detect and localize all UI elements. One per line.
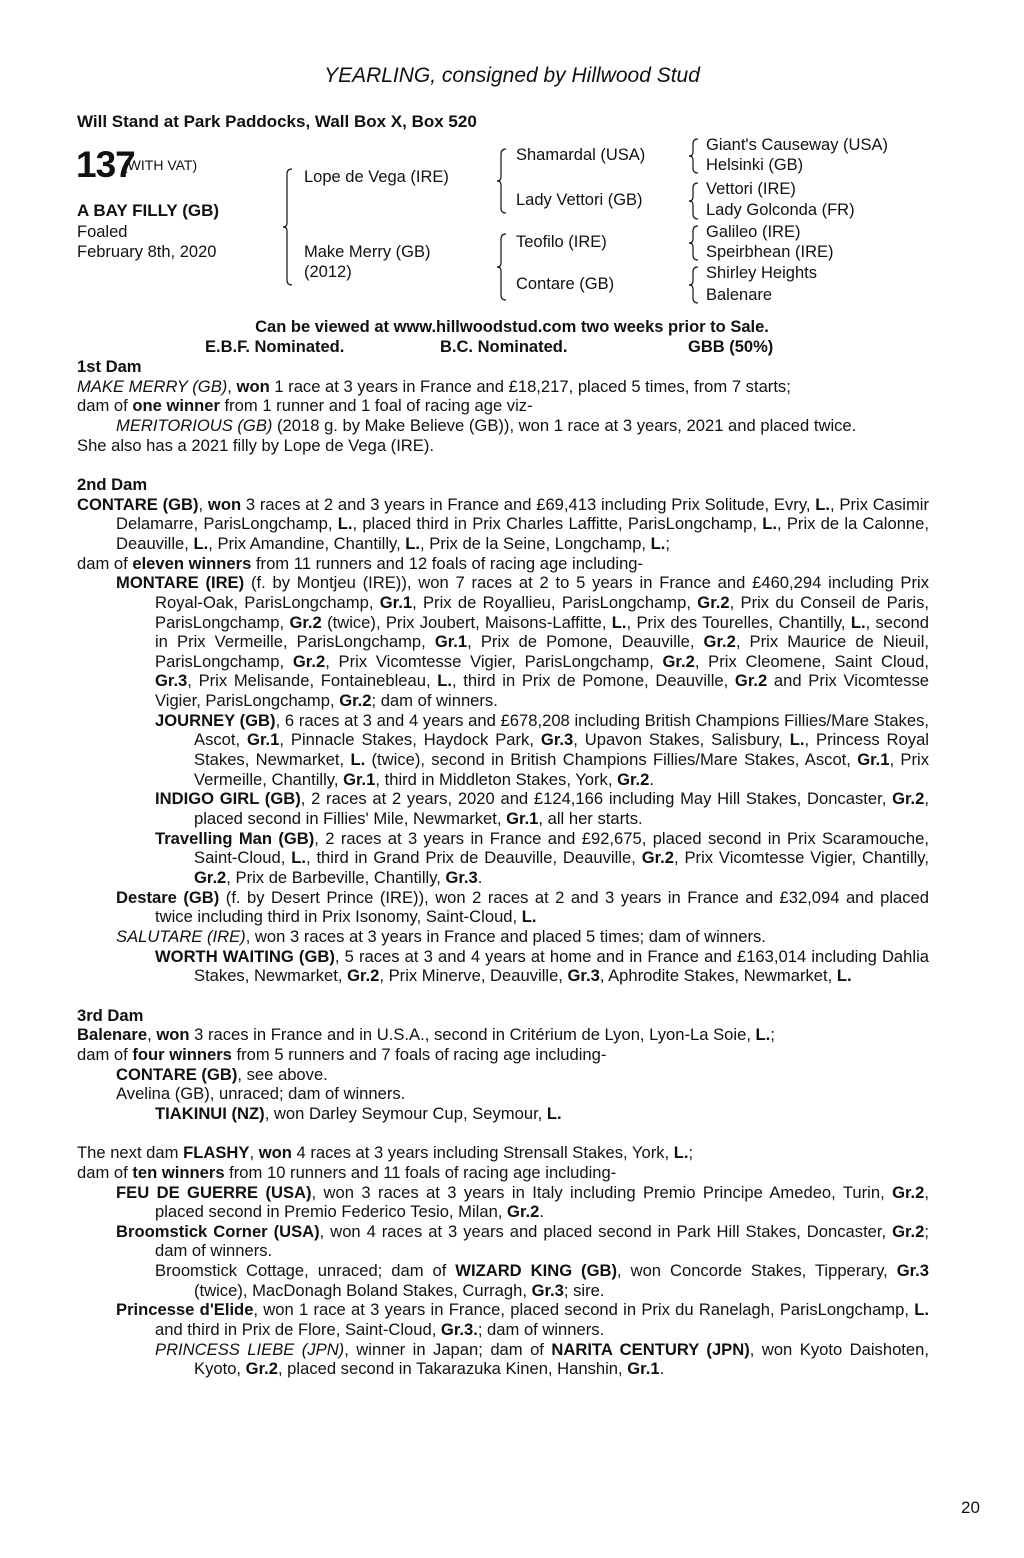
pedigree-paragraph [77,1143,929,1163]
text: , placed second in Fillies' Mile, Newmarket, [194,789,929,829]
text: 3 races at 2 and 3 years in France and £69,413 including Prix Solitude, Evry, [241,494,816,514]
bold-text: L. [546,1103,562,1123]
pedigree-gen3: Lady Golconda (FR) [706,201,855,219]
brace-icon [496,233,508,301]
text: , 2 races at 3 years in France and £92,675, placed second in Prix Scaramouche, Saint-Cloud, [194,828,929,868]
bold-text: Gr.2 [641,848,674,868]
bold-text: Gr.3 [896,1261,929,1281]
bold-text: won [207,494,242,514]
bold-text: L. [914,1300,929,1320]
bold-text: CONTARE (GB) [77,494,199,514]
bold-text: Gr.3 [567,966,600,986]
bold-text: Gr.2 [892,789,925,809]
pedigree-sire: Lope de Vega (IRE) [304,168,449,186]
bold-text: L. [291,848,306,868]
text: , won 3 races at 3 years in Italy including Premio Principe Amedeo, Turin, [311,1182,893,1202]
text: , Prix Vicomtesse Vigier, ParisLongchamp, [325,651,663,671]
text: (twice), second in British Champions Fillies/Mare Stakes, Ascot, [365,750,858,770]
brace-icon [688,182,700,220]
text: , won 1 race at 3 years in France, placed second in Prix du Ranelagh, ParisLongchamp, [253,1300,915,1320]
brace-icon [688,225,700,261]
text: Broomstick Cottage, unraced; dam of [155,1261,456,1281]
pedigree-paragraph [77,927,929,947]
bold-text: Gr.1 [857,750,890,770]
pedigree-paragraph [77,1183,929,1222]
text: , winner in Japan; dam of [344,1339,552,1359]
text: dam of [77,396,133,416]
pedigree-paragraph [77,1084,929,1104]
section-heading: 1st Dam [77,357,142,376]
text: , Prix Casimir Delamarre, ParisLongchamp, [116,494,929,534]
brace-icon [688,138,700,174]
text: ; sire. [563,1280,605,1300]
text: , Prix Cleomene, Saint Cloud, [694,651,930,671]
bold-text: Gr.1 [434,632,468,652]
horse-name: A BAY FILLY (GB) [77,201,220,220]
bold-text: L. [337,514,353,534]
stand-location: Will Stand at Park Paddocks, Wall Box X, Box 520 [77,112,477,131]
lot-number: 137 [76,144,135,185]
text: , Prix de Barbeville, Chantilly, [226,868,446,888]
pedigree-paragraph [77,1104,929,1124]
pedigree-dam-year: (2012) [304,263,352,281]
bold-text: Gr.2 [703,632,736,652]
bold-text: Gr.3 [155,671,188,691]
text: , won Kyoto Daishoten, Kyoto, [194,1339,929,1379]
text: ; [770,1025,775,1045]
text: , placed second in Takarazuka Kinen, Hanshin, [277,1359,628,1379]
bold-text: L. [650,533,666,553]
text: , third in Middleton Stakes, York, [375,769,618,789]
bold-text: Gr.2 [617,769,650,789]
pedigree-paragraph [77,554,929,574]
text: , third in Prix de Pomone, Deauville, [452,671,735,691]
page-number: 20 [961,1498,980,1517]
bold-text: L. [350,750,366,770]
bold-text: Gr.2 [697,592,730,612]
text: Avelina (GB), unraced; dam of winners. [116,1084,406,1104]
pedigree-gen3: Galileo (IRE) [706,223,801,241]
text: (2018 g. by Make Believe (GB)), won 1 race at 3 years, 2021 and placed twice. [272,415,857,435]
italic-text: MERITORIOUS (GB) [116,415,273,435]
gbb-note: GBB (50%) [688,338,774,356]
bold-text: Gr.1 [247,730,280,750]
text: from 1 runner and 1 foal of racing age viz- [219,396,533,416]
text: ; [665,533,671,553]
pedigree-paragraph [77,436,929,456]
text: , Prix de Royallieu, ParisLongchamp, [412,592,698,612]
viewing-note: Can be viewed at www.hillwoodstud.com two weeks prior to Sale. [255,318,769,336]
bold-text: FEU DE GUERRE (USA) [116,1182,312,1202]
catalogue-body [77,357,929,1379]
bold-text: Gr.2 [292,651,326,671]
pedigree-paragraph [77,1340,929,1379]
text: , [147,1025,157,1045]
brace-icon [496,148,508,214]
text: dam of [77,1162,133,1182]
text: The next dam [77,1143,184,1163]
pedigree-paragraph [77,416,929,436]
bold-text: Gr.2 [507,1202,540,1222]
bold-text: eleven winners [132,553,252,573]
text: . [539,1202,544,1222]
bold-text: Destare (GB) [116,887,220,907]
bold-text: L. [850,612,866,632]
pedigree-dam: Make Merry (GB) [304,243,431,261]
pedigree-paragraph [77,396,929,416]
bold-text: L. [836,966,852,986]
bold-text: one winner [132,396,220,416]
bold-text: L. [521,907,537,927]
bold-text: Gr.2 [892,1221,925,1241]
text: , Prix Vicomtesse Vigier, Chantilly, [673,848,929,868]
text: (f. by Montjeu (IRE)), won 7 races at 2 to 5 years in France and £460,294 including Prix Royal-Oak, ParisLongchamp, [155,573,929,612]
text: , placed third in Prix Charles Laffitte, ParisLongchamp, [352,514,763,534]
bold-text: JOURNEY (GB) [155,710,276,730]
bold-text: CONTARE (GB) [116,1064,238,1084]
pedigree-paragraph [77,495,929,554]
pedigree-dam-dam: Contare (GB) [516,275,615,293]
bold-text: TIAKINUI (NZ) [155,1103,265,1123]
bold-text: won [156,1025,190,1045]
bold-text: Broomstick Corner (USA) [116,1221,320,1241]
bold-text: L. [437,671,452,691]
text: , Prix Vermeille, Chantilly, [194,750,929,789]
bold-text: Travelling Man (GB) [155,828,315,848]
bold-text: Gr.3. [440,1320,478,1340]
text: , Prix de Pomone, Deauville, [467,632,704,652]
pedigree-paragraph [77,377,929,397]
pedigree-paragraph [77,1065,929,1085]
text: ; [688,1143,694,1163]
bold-text: Gr.1 [379,592,413,612]
bold-text: L. [405,533,421,553]
text: , 5 races at 3 and 4 years at home and in France and £163,014 including Dahlia Stakes, Newmarket, [194,946,929,986]
bold-text: Princesse d'Elide [116,1300,254,1320]
bold-text: Gr.2 [245,1359,278,1379]
vat-note: (WITH VAT) [123,157,198,173]
italic-text: MAKE MERRY (GB) [77,376,228,396]
text: , second in Prix Vermeille, ParisLongchamp, [155,612,929,652]
text: , all her starts. [538,809,643,829]
text: , won Darley Seymour Cup, Seymour, [264,1103,547,1123]
bold-text: Gr.3 [540,730,574,750]
bold-text: L. [762,514,777,534]
bold-text: Gr.2 [289,612,322,632]
text: and third in Prix de Flore, Saint-Cloud, [155,1320,441,1340]
text: , 2 races at 2 years, 2020 and £124,166 including May Hill Stakes, Doncaster, [300,789,893,809]
bold-text: won [236,376,270,396]
ebf-nomination: E.B.F. Nominated. [205,338,345,356]
text: (twice), MacDonagh Boland Stakes, Curragh, [194,1280,532,1300]
bold-text: INDIGO GIRL (GB) [155,789,301,809]
pedigree-gen3: Balenare [706,286,773,304]
bold-text: Gr.2 [734,671,768,691]
pedigree-paragraph [77,829,929,888]
pedigree-paragraph [77,1045,929,1065]
bold-text: Balenare [77,1025,148,1045]
bold-text: Gr.2 [347,966,380,986]
text: , third in Grand Prix de Deauville, Deauville, [305,848,642,868]
text: , [198,494,208,514]
bold-text: Gr.2 [339,691,372,711]
pedigree-paragraph [77,947,929,986]
text: . [659,1359,665,1379]
bold-text: Gr.2 [194,868,227,888]
bold-text: WORTH WAITING (GB) [155,946,335,966]
text: 1 race at 3 years in France and £18,217, placed 5 times, from 7 starts; [269,376,791,396]
section-heading: 3rd Dam [77,1005,144,1025]
bold-text: L. [193,533,209,553]
bold-text: L. [789,730,805,750]
text: , won 3 races at 3 years in France and placed 5 times; dam of winners. [245,927,766,947]
bold-text: FLASHY [183,1143,250,1163]
pedigree-dam-sire: Teofilo (IRE) [516,233,607,251]
text: , [249,1143,259,1163]
pedigree-paragraph [77,1025,929,1045]
text: , Prix de la Seine, Longchamp, [420,533,651,553]
text: ; dam of winners. [155,1221,929,1261]
bold-text: Gr.2 [892,1182,925,1202]
pedigree-paragraph [77,1222,929,1261]
bold-text: L. [815,494,831,514]
bold-text: Gr.1 [627,1359,660,1379]
text: ; dam of winners. [477,1320,605,1340]
pedigree-gen3: Helsinki (GB) [706,156,804,174]
text: , won Concorde Stakes, Tipperary, [617,1261,897,1281]
text: , Pinnacle Stakes, Haydock Park, [279,730,541,750]
pedigree-gen3: Vettori (IRE) [706,180,796,198]
text: from 11 runners and 12 foals of racing age including- [251,553,644,573]
text: and Prix Vicomtesse Vigier, ParisLongchamp, [155,671,929,711]
pedigree-paragraph [77,789,929,828]
bold-text: Gr.3 [531,1280,564,1300]
bold-text: NARITA CENTURY (JPN) [551,1339,750,1359]
italic-text: SALUTARE (IRE) [116,927,246,947]
bold-text: WIZARD KING (GB) [455,1261,618,1281]
text: , placed second in Premio Federico Tesio, Milan, [155,1182,930,1222]
text: , Prix Minerve, Deauville, [379,966,568,986]
pedigree-paragraph [77,1163,929,1183]
bold-text: four winners [132,1044,232,1064]
foaled-label: Foaled [77,223,128,241]
bold-text: ten winners [132,1162,225,1182]
pedigree-sire-dam: Lady Vettori (GB) [516,191,643,209]
pedigree-paragraph [77,711,929,790]
foaled-date: February 8th, 2020 [77,243,217,261]
text: , 6 races at 3 and 4 years and £678,208 including British Champions Fillies/Mare Stakes, Ascot, [194,710,929,750]
pedigree-sire-sire: Shamardal (USA) [516,146,646,164]
bold-text: L. [673,1143,689,1163]
bold-text: L. [755,1025,771,1045]
bold-text: Gr.1 [343,769,376,789]
text: , Prix des Tourelles, Chantilly, [626,612,851,632]
bold-text: MONTARE (IRE) [116,573,245,593]
pedigree-paragraph [77,573,929,711]
text: , Princess Royal Stakes, Newmarket, [194,730,929,770]
text: ; dam of winners. [371,691,498,711]
text: , Aphrodite Stakes, Newmarket, [599,966,837,986]
page-title: YEARLING, consigned by Hillwood Stud [324,64,700,87]
text: , Prix de la Calonne, Deauville, [116,514,929,553]
text: from 10 runners and 11 foals of racing age including- [224,1162,617,1182]
pedigree-gen3: Giant's Causeway (USA) [706,136,888,154]
section-heading: 2nd Dam [77,474,148,494]
text: 3 races in France and in U.S.A., second in Critérium de Lyon, Lyon-La Soie, [189,1025,756,1045]
italic-text: PRINCESS LIEBE (JPN) [155,1339,345,1359]
text: . [649,769,654,789]
bold-text: Gr.2 [662,651,695,671]
bold-text: Gr.1 [506,809,539,829]
text: . [477,868,483,888]
bold-text: L. [611,612,627,632]
text: 4 races at 3 years including Strensall Stakes, York, [291,1143,674,1163]
bc-nomination: B.C. Nominated. [440,338,568,356]
text: , Prix Melisande, Fontainebleau, [187,671,438,691]
pedigree-paragraph [77,1261,929,1300]
text: , see above. [237,1064,328,1084]
brace-icon [282,168,294,286]
text: (twice), Prix Joubert, Maisons-Laffitte, [321,612,612,632]
text: , Prix Maurice de Nieuil, ParisLongchamp, [155,632,929,671]
text: , won 4 races at 3 years and placed second in Park Hill Stakes, Doncaster, [319,1221,893,1241]
brace-icon [688,266,700,304]
bold-text: Gr.3 [445,868,478,888]
text: from 5 runners and 7 foals of racing age including- [231,1044,607,1064]
text: , Prix Amandine, Chantilly, [208,533,406,553]
pedigree-gen3: Speirbhean (IRE) [706,243,834,261]
pedigree-paragraph [77,888,929,927]
text: , Upavon Stakes, Salisbury, [573,730,790,750]
text: , Prix du Conseil de Paris, ParisLongchamp, [155,592,929,632]
text: dam of [77,553,133,573]
bold-text: won [258,1143,292,1163]
text: (f. by Desert Prince (IRE)), won 2 races at 2 and 3 years in France and £32,094 and placed twice including third in Prix Isonomy, Saint-Cloud, [155,887,930,927]
text: She also has a 2021 filly by Lope de Vega (IRE). [77,435,434,455]
pedigree-paragraph [77,1300,929,1339]
pedigree-gen3: Shirley Heights [706,264,817,282]
text: dam of [77,1044,133,1064]
text: , [227,376,237,396]
